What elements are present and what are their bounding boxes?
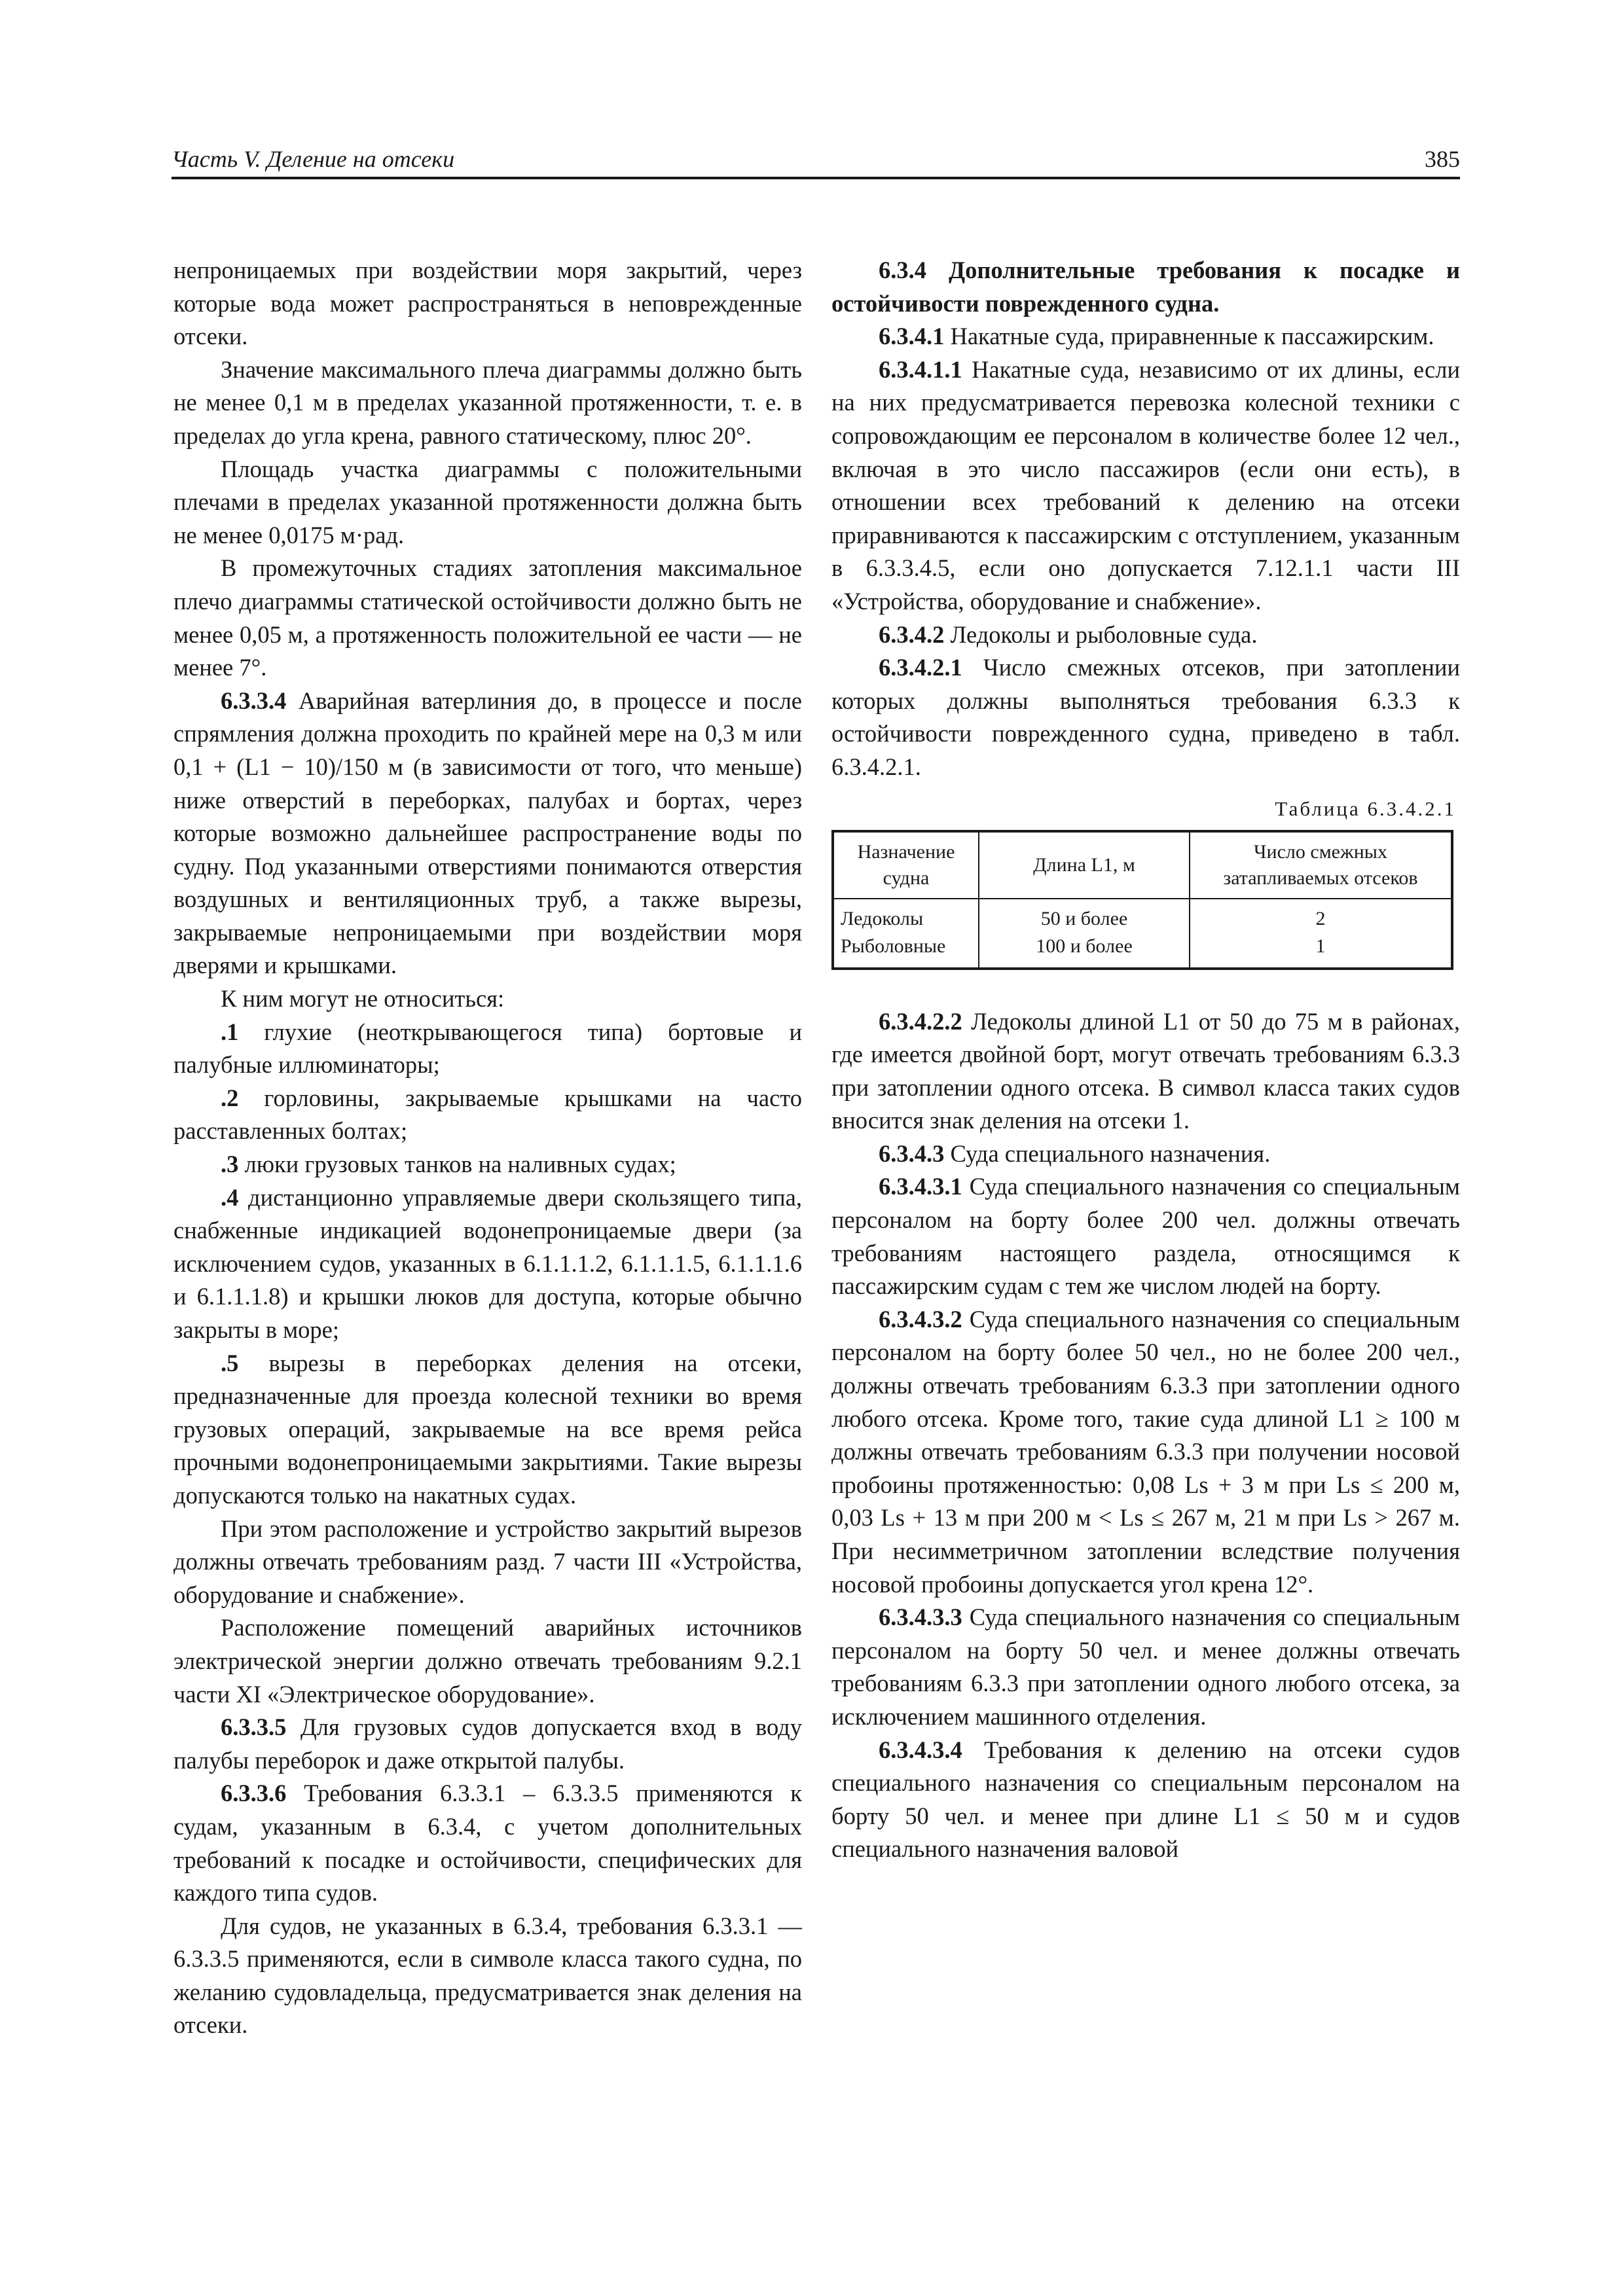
clause-number: 6.3.3.5 bbox=[221, 1713, 287, 1741]
compartments-table bbox=[831, 830, 1453, 970]
item-number: .3 bbox=[221, 1151, 239, 1178]
list-item: .5 вырезы в переборках деления на отсеки, предназначенные для проезда колесной техники во время грузовых операций, закрываемые на все время рейса прочными водонепроницаемыми закрытиями. Такие вырезы допускаются только на накатных судах. bbox=[173, 1349, 802, 1509]
paragraph: Площадь участка диаграммы с положительными плечами в пределах указанной протяженности должна быть не менее 0,0175 м·рад. bbox=[173, 455, 802, 548]
item-number: .5 bbox=[221, 1349, 239, 1376]
page-header bbox=[172, 145, 1460, 178]
table-cell: Ледоколы bbox=[833, 899, 979, 932]
table-cell: 50 и более bbox=[979, 899, 1190, 932]
paragraph: 6.3.4.3.3 Суда специального назначения со специальным персоналом на борту 50 чел. и менее должны отвечать требованиям 6.3.3 при затоплении одного любого отсека, за исключением машинного отделения. bbox=[831, 1604, 1460, 1730]
page-number: 385 bbox=[1425, 146, 1460, 172]
clause-number: 6.3.4.2.1 bbox=[879, 654, 962, 681]
item-number: .1 bbox=[221, 1018, 239, 1045]
paragraph: 6.3.4.2 Ледоколы и рыболовные суда. bbox=[879, 620, 1258, 648]
paragraph: 6.3.4.3 Суда специального назначения. bbox=[879, 1139, 1271, 1167]
list-item: .4 дистанционно управляемые двери скользящего типа, снабженные индикацией водонепроницаемые двери (за исключением судов, указанных в 6.1.1.1.2, 6.1.1.1.5, 6.1.1.1.6 и 6.1.1.1.8) и крышки люков для доступа, которые обычно закрыты в море; bbox=[173, 1183, 802, 1343]
paragraph: 6.3.4.2.1 Число смежных отсеков, при затоплении которых должны выполняться требования 6.3.3 к остойчивости поврежденного судна, приведено в табл. 6.3.4.2.1. bbox=[831, 654, 1460, 780]
paragraph: 6.3.3.6 Требования 6.3.3.1 – 6.3.3.5 применяются к судам, указанным в 6.3.4, с учетом дополнительных требований к посадке и остойчивости, специфических для каждого типа судов. bbox=[173, 1780, 802, 1907]
paragraph: Значение максимального плеча диаграммы должно быть не менее 0,1 м в пределах указанной протяженности, т. е. в пределах до угла крена, равного статическому, плюс 20°. bbox=[173, 355, 802, 449]
table-cell: 100 и более bbox=[979, 932, 1190, 969]
clause-number: 6.3.4.1.1 bbox=[879, 355, 962, 383]
paragraph: В промежуточных стадиях затопления максимальное плечо диаграммы статической остойчивости должно быть не менее 0,05 м, а протяженность положительной ее части — не менее 7°. bbox=[173, 554, 802, 681]
table-header-cell: Длина L1, м bbox=[979, 831, 1190, 899]
clause-number: 6.3.4.3.2 bbox=[879, 1305, 962, 1333]
table-cell: Рыболовные bbox=[833, 932, 979, 969]
table-cell: 2 bbox=[1190, 899, 1452, 932]
list-item: .2 горловины, закрываемые крышками на часто расставленных болтах; bbox=[173, 1084, 802, 1145]
table-header-cell: Число смежных затапливаемых отсеков bbox=[1190, 831, 1452, 899]
paragraph: непроницаемых при воздействии моря закрытий, через которые вода может распространяться в неповрежденные отсеки. bbox=[173, 257, 802, 350]
paragraph: 6.3.4.3.4 Требования к делению на отсеки судов специального назначения со специальным персоналом на борту 50 чел. и менее при длине L1 ≤ 50 м и судов специального назначения валовой bbox=[831, 1736, 1460, 1863]
paragraph: 6.3.3.4 Аварийная ватерлиния до, в процессе и после спрямления должна проходить по крайней мере на 0,3 м или 0,1 + (L1 − 10)/150 м (в зависимости от того, что меньше) ниже отверстий в переборках, палубах и бортах, через которые возможно дальнейшее распространение воды по судну. Под указанными отверстиями понимаются отверстия воздушных и вентиляционных труб, а также вырезы, закрываемые непроницаемыми при воздействии моря дверями и крышками. bbox=[173, 687, 802, 979]
paragraph: 6.3.4.3.2 Суда специального назначения со специальным персоналом на борту более 50 чел., но не более 200 чел., должны отвечать требованиям 6.3.3 при затоплении одного любого отсека. Кроме того, такие суда длиной L1 ≥ 100 м должны отвечать требованиям 6.3.3 при получении носовой пробоины протяженностью: 0,08 Ls + 3 м при Ls ≤ 200 м, 0,03 Ls + 13 м при 200 м < Ls ≤ 267 м, 21 м при Ls > 267 м. При несимметричном затоплении вследствие получения носовой пробоины допускается угол крена 12°. bbox=[831, 1305, 1460, 1598]
running-title: Часть V. Деление на отсеки bbox=[172, 146, 455, 172]
clause-number: 6.3.4.3 bbox=[879, 1139, 945, 1167]
clause-number: 6.3.4.3.3 bbox=[879, 1604, 962, 1631]
clause-number: 6.3.3.4 bbox=[221, 687, 287, 714]
paragraph: Расположение помещений аварийных источников электрической энергии должно отвечать требованиям 9.2.1 части XI «Электрическое оборудование». bbox=[173, 1614, 802, 1708]
list-item: .3 люки грузовых танков на наливных судах; bbox=[221, 1151, 676, 1178]
clause-number: 6.3.4.1 bbox=[879, 323, 945, 350]
table-caption: Таблица 6.3.4.2.1 bbox=[1275, 797, 1456, 820]
paragraph: К ним могут не относиться: bbox=[221, 985, 505, 1013]
right-column bbox=[831, 254, 1460, 1866]
clause-number: 6.3.4.3.4 bbox=[879, 1736, 962, 1763]
table-header-row bbox=[833, 831, 1452, 899]
item-number: .2 bbox=[221, 1084, 239, 1111]
paragraph: Для судов, не указанных в 6.3.4, требования 6.3.3.1 — 6.3.3.5 применяются, если в символе класса такого судна, по желанию судовладельца, предусматривается знак деления на отсеки. bbox=[173, 1912, 802, 2039]
clause-number: 6.3.4.2 bbox=[879, 620, 945, 648]
paragraph: 6.3.4.1 Накатные суда, приравненные к пассажирским. bbox=[879, 323, 1434, 350]
list-item: .1 глухие (неоткрывающегося типа) бортовые и палубные иллюминаторы; bbox=[173, 1018, 802, 1079]
table-row bbox=[833, 932, 1452, 969]
paragraph: 6.3.4.2.2 Ледоколы длиной L1 от 50 до 75 м в районах, где имеется двойной борт, могут отвечать требованиям 6.3.3 при затоплении одного отсека. В символ класса таких судов вносится знак деления на отсеки 1. bbox=[831, 1007, 1460, 1134]
paragraph: 6.3.4.1.1 Накатные суда, независимо от их длины, если на них предусматривается перевозка колесной техники с сопровождающим ее персоналом в количестве более 12 чел., включая в это число пассажиров (если они есть), в отношении всех требований к делению на отсеки приравниваются к пассажирским с отступлением, указанным в 6.3.3.4.5, если оно допускается 7.12.1.1 части III «Устройства, оборудование и снабжение». bbox=[831, 355, 1460, 615]
paragraph: При этом расположение и устройство закрытий вырезов должны отвечать требованиям разд. 7 части III «Устройства, оборудование и снабжение». bbox=[173, 1515, 802, 1608]
table-row bbox=[833, 899, 1452, 932]
paragraph: 6.3.4.3.1 Суда специального назначения со специальным персоналом на борту более 200 чел. должны отвечать требованиям настоящего раздела, относящимся к пассажирским судам с тем же числом людей на борту. bbox=[831, 1173, 1460, 1300]
table-cell: 1 bbox=[1190, 932, 1452, 969]
clause-number: 6.3.4.3.1 bbox=[879, 1173, 962, 1200]
left-column bbox=[173, 254, 802, 2042]
item-number: .4 bbox=[221, 1183, 239, 1211]
table-header-cell: Назначение судна bbox=[833, 831, 979, 899]
header-rule bbox=[172, 177, 1460, 179]
clause-number: 6.3.4.2.2 bbox=[879, 1007, 962, 1035]
paragraph: 6.3.3.5 Для грузовых судов допускается вход в воду палубы переборок и даже открытой палубы. bbox=[173, 1713, 802, 1774]
section-heading: 6.3.4 Дополнительные требования к посадке и остойчивости поврежденного судна. bbox=[831, 257, 1460, 317]
clause-number: 6.3.3.6 bbox=[221, 1780, 287, 1807]
